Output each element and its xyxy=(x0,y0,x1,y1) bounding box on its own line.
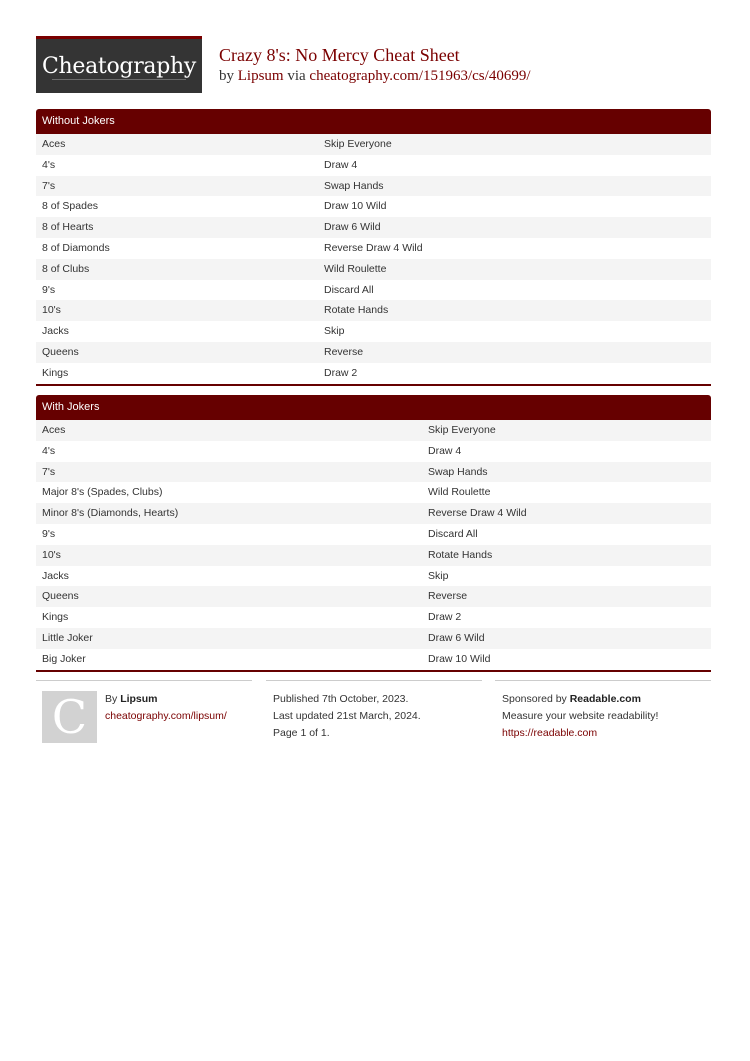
table-row xyxy=(36,566,711,587)
section-rows xyxy=(36,134,711,386)
author-link[interactable]: Lipsum xyxy=(237,68,284,84)
sponsor-tagline: Measure your website readability! xyxy=(502,710,659,722)
effect-cell: Discard All xyxy=(428,527,478,540)
footer-by-label: By xyxy=(105,693,118,705)
effect-cell: Draw 4 xyxy=(428,444,462,457)
table-row xyxy=(36,217,711,238)
table-row xyxy=(36,342,711,363)
table-row xyxy=(36,503,711,524)
author-profile-link[interactable]: cheatography.com/lipsum/ xyxy=(105,710,227,722)
effect-cell: Reverse xyxy=(324,345,364,358)
page-count: Page 1 of 1. xyxy=(273,727,330,739)
effect-cell: Skip xyxy=(428,569,449,582)
author-info xyxy=(105,691,227,725)
published-date: Published 7th October, 2023. xyxy=(273,693,409,705)
card-cell: Queens xyxy=(42,590,79,603)
card-cell: 7's xyxy=(42,465,56,478)
card-cell: 7's xyxy=(42,179,56,192)
effect-cell: Draw 2 xyxy=(428,611,462,624)
effect-cell: Skip Everyone xyxy=(324,138,392,150)
table-row xyxy=(36,321,711,342)
table-row xyxy=(36,196,711,217)
card-cell: 10's xyxy=(42,304,61,317)
card-cell: 10's xyxy=(42,548,61,561)
author-avatar[interactable] xyxy=(42,691,97,743)
table-row xyxy=(36,628,711,649)
effect-cell: Draw 6 Wild xyxy=(428,631,485,644)
byline-via: via xyxy=(287,68,306,84)
title-block xyxy=(219,44,530,86)
card-cell: Big Joker xyxy=(42,652,86,665)
table-row xyxy=(36,482,711,503)
effect-cell: Draw 2 xyxy=(324,366,358,379)
section-with-jokers xyxy=(36,395,711,672)
effect-cell: Draw 10 Wild xyxy=(428,652,491,665)
effect-cell: Rotate Hands xyxy=(324,304,389,317)
byline xyxy=(219,66,530,86)
byline-by: by xyxy=(219,68,234,84)
table-row xyxy=(36,238,711,259)
avatar-letter: C xyxy=(51,690,88,744)
table-row xyxy=(36,545,711,566)
card-cell: 9's xyxy=(42,283,56,296)
effect-cell: Reverse Draw 4 Wild xyxy=(428,507,527,520)
card-cell: 8 of Hearts xyxy=(42,221,94,234)
card-cell: Queens xyxy=(42,345,79,358)
effect-cell: Rotate Hands xyxy=(428,548,493,561)
card-cell: Kings xyxy=(42,611,69,624)
sponsor-label: Sponsored by xyxy=(502,693,567,705)
sponsor-name[interactable]: Readable.com xyxy=(569,693,641,705)
table-row xyxy=(36,363,711,384)
card-cell: Kings xyxy=(42,366,69,379)
effect-cell: Swap Hands xyxy=(428,465,488,478)
effect-cell: Reverse Draw 4 Wild xyxy=(324,241,423,254)
effect-cell: Skip xyxy=(324,325,345,338)
effect-cell: Discard All xyxy=(324,283,374,296)
table-row xyxy=(36,649,711,670)
effect-cell: Skip Everyone xyxy=(428,424,496,436)
card-cell: 4's xyxy=(42,444,56,457)
card-cell: Major 8's (Spades, Clubs) xyxy=(42,486,163,499)
table-row xyxy=(36,586,711,607)
table-row xyxy=(36,420,711,441)
table-row xyxy=(36,524,711,545)
table-row xyxy=(36,176,711,197)
cheatography-logo[interactable] xyxy=(36,36,202,93)
table-row xyxy=(36,134,711,155)
table-row xyxy=(36,259,711,280)
logo-underline xyxy=(52,79,186,80)
card-cell: Minor 8's (Diamonds, Hearts) xyxy=(42,507,179,520)
table-row xyxy=(36,300,711,321)
footer-author-name[interactable]: Lipsum xyxy=(120,693,158,705)
sponsor-link[interactable]: https://readable.com xyxy=(502,727,598,739)
effect-cell: Draw 6 Wild xyxy=(324,221,381,234)
page-header xyxy=(36,36,712,94)
card-cell: 8 of Clubs xyxy=(42,262,90,275)
section-rows xyxy=(36,420,711,672)
section-title: Without Jokers xyxy=(36,109,711,134)
card-cell: 4's xyxy=(42,158,56,171)
card-cell: 8 of Diamonds xyxy=(42,241,110,254)
card-cell: Aces xyxy=(42,424,66,436)
card-cell: Jacks xyxy=(42,569,69,582)
table-row xyxy=(36,280,711,301)
effect-cell: Draw 10 Wild xyxy=(324,200,387,213)
sheet-url-link[interactable]: cheatography.com/151963/cs/40699/ xyxy=(309,68,531,84)
page-footer xyxy=(36,680,712,750)
effect-cell: Wild Roulette xyxy=(428,486,491,499)
effect-cell: Reverse xyxy=(428,590,468,603)
table-row xyxy=(36,607,711,628)
effect-cell: Draw 4 xyxy=(324,158,358,171)
section-title: With Jokers xyxy=(36,395,711,420)
effect-cell: Swap Hands xyxy=(324,179,384,192)
section-without-jokers xyxy=(36,109,711,386)
table-row xyxy=(36,155,711,176)
table-row xyxy=(36,441,711,462)
footer-author xyxy=(36,680,252,744)
card-cell: Little Joker xyxy=(42,631,93,644)
table-row xyxy=(36,462,711,483)
updated-date: Last updated 21st March, 2024. xyxy=(273,710,421,722)
logo-text: Cheatography xyxy=(41,53,197,79)
card-cell: 8 of Spades xyxy=(42,200,99,213)
page-title: Crazy 8's: No Mercy Cheat Sheet xyxy=(219,45,460,65)
effect-cell: Wild Roulette xyxy=(324,262,387,275)
card-cell: 9's xyxy=(42,527,56,540)
footer-sponsor xyxy=(495,680,711,742)
card-cell: Jacks xyxy=(42,325,69,338)
card-cell: Aces xyxy=(42,138,66,150)
footer-dates xyxy=(266,680,482,742)
